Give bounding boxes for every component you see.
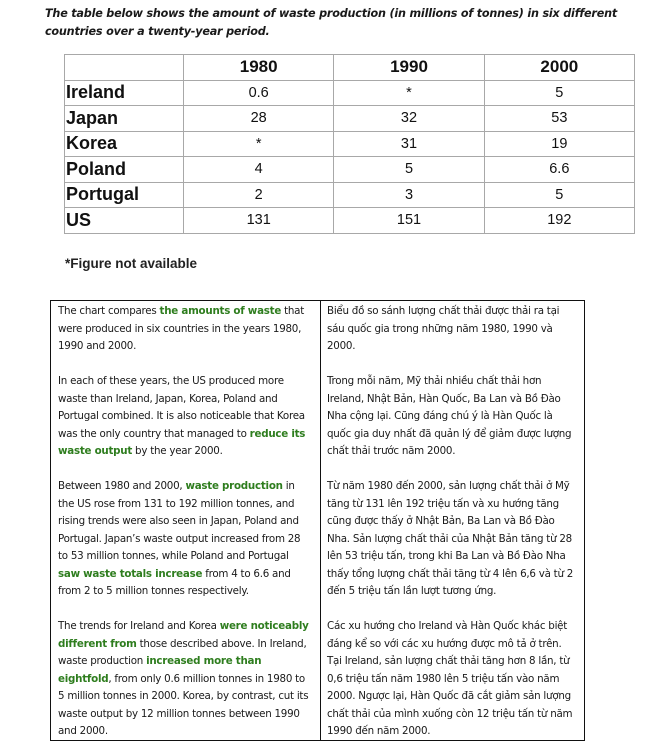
value-cell: 151 — [334, 208, 484, 234]
value-cell: 5 — [484, 80, 634, 106]
value-cell: * — [184, 131, 334, 157]
vietnamese-paragraph: Trong mỗi năm, Mỹ thải nhiều chất thải hơn Ireland, Nhật Bản, Hàn Quốc, Ba Lan và Bồ Đào Nha cộng lại. Cũng đáng chú ý là Hàn Quốc là quốc gia duy nhất đã quản lý để giảm được lượng chất thải trước năm 2000. — [327, 375, 572, 457]
table-header-row — [65, 55, 635, 81]
country-cell: Poland — [65, 157, 184, 183]
english-column — [51, 301, 321, 740]
table-row — [65, 182, 635, 208]
value-cell: 5 — [484, 182, 634, 208]
value-cell: 28 — [184, 106, 334, 132]
value-cell: 31 — [334, 131, 484, 157]
header-cell — [65, 55, 184, 81]
table-row — [65, 106, 635, 132]
value-cell: 6.6 — [484, 157, 634, 183]
highlighted-phrase: increased more than eightfold — [58, 655, 262, 685]
value-cell: 32 — [334, 106, 484, 132]
vietnamese-paragraph: Từ năm 1980 đến 2000, sản lượng chất thải ở Mỹ tăng từ 131 lên 192 triệu tấn và xu hướng tăng cũng được thấy ở Nhật Bản, Ba Lan và Bồ Đào Nha. Sản lượng chất thải của Nhật Bản tăng từ 28 lên 53 triệu tấn, trong khi Ba Lan và Bồ Đào Nha thấy tổng lượng chất thải tăng từ 4 lên 6,6 và từ 2 đến 5 triệu tấn lần lượt tương ứng. — [327, 480, 574, 597]
value-cell: 53 — [484, 106, 634, 132]
text-segment: The trends for Ireland and Korea — [58, 620, 220, 632]
text-segment: from 4 to 6.6 and from 2 to 5 million tonnes respectively. — [58, 567, 291, 597]
value-cell: 4 — [184, 157, 334, 183]
highlighted-phrase: were noticeably different from — [58, 620, 309, 650]
text-segment: The chart compares — [58, 305, 160, 317]
value-cell: 5 — [334, 157, 484, 183]
country-cell: Ireland — [65, 80, 184, 106]
table-row — [65, 131, 635, 157]
task-prompt: The table below shows the amount of waste production (in millions of tonnes) in six different countries over a twenty-year period. — [45, 7, 618, 38]
header-cell: 2000 — [484, 55, 634, 81]
table-footnote: *Figure not available — [65, 256, 198, 271]
english-paragraph — [58, 373, 313, 461]
text-segment: In each of these years, the US produced more waste than Ireland, Japan, Korea, Poland and Portugal combined. It is also noticeable that Korea was the only country that managed to — [58, 375, 305, 440]
country-cell: US — [65, 208, 184, 234]
english-paragraph — [58, 618, 313, 741]
text-segment: , from only 0.6 million tonnes in 1980 to 5 million tonnes in 2000. Korea, by contrast, cut its waste output by 12 million tonnes between 1990 and 2000. — [58, 672, 309, 737]
vietnamese-paragraph: Các xu hướng cho Ireland và Hàn Quốc khác biệt đáng kể so với các xu hướng được mô tả ở trên. Tại Ireland, sản lượng chất thải tăng hơn 8 lần, từ 0,6 triệu tấn năm 1980 lên 5 triệu tấn vào năm 2000. Ngược lại, Hàn Quốc đã cắt giảm sản lượng chất thải của mình xuống còn 12 triệu tấn từ năm 1990 đến năm 2000. — [327, 620, 573, 737]
text-segment: Between 1980 and 2000, — [58, 480, 186, 492]
english-paragraph — [58, 478, 313, 601]
value-cell: 2 — [184, 182, 334, 208]
waste-table — [64, 54, 635, 234]
header-cell: 1980 — [184, 55, 334, 81]
highlighted-phrase: the amounts of waste — [159, 305, 282, 317]
value-cell: 19 — [484, 131, 634, 157]
highlighted-phrase: waste production — [185, 480, 283, 492]
english-paragraph — [58, 303, 313, 356]
text-segment: by the year 2000. — [132, 445, 223, 457]
highlighted-phrase: saw waste totals increase — [58, 567, 203, 580]
value-cell: 3 — [334, 182, 484, 208]
bilingual-essay-box — [50, 300, 585, 741]
value-cell: 0.6 — [184, 80, 334, 106]
country-cell: Japan — [65, 106, 184, 132]
table-row — [65, 208, 635, 234]
table-row — [65, 80, 635, 106]
table-row — [65, 157, 635, 183]
highlighted-phrase: reduce its waste output — [58, 427, 306, 457]
country-cell: Portugal — [65, 182, 184, 208]
vietnamese-paragraph: Biểu đồ so sánh lượng chất thải được thải ra tại sáu quốc gia trong những năm 1980, 1990 và 2000. — [327, 305, 560, 352]
value-cell: * — [334, 80, 484, 106]
country-cell: Korea — [65, 131, 184, 157]
text-segment: that were produced in six countries in the years 1980, 1990 and 2000. — [58, 305, 304, 352]
value-cell: 192 — [484, 208, 634, 234]
vietnamese-column — [321, 301, 584, 740]
value-cell: 131 — [184, 208, 334, 234]
text-segment: in the US rose from 131 to 192 million tonnes, and rising trends were also seen in Japan, Poland and Portugal. Japan’s waste output increased from 28 to 53 million tonnes, while Poland and Portugal — [58, 480, 301, 562]
header-cell: 1990 — [334, 55, 484, 81]
text-segment: those described above. In Ireland, waste production — [58, 637, 307, 667]
